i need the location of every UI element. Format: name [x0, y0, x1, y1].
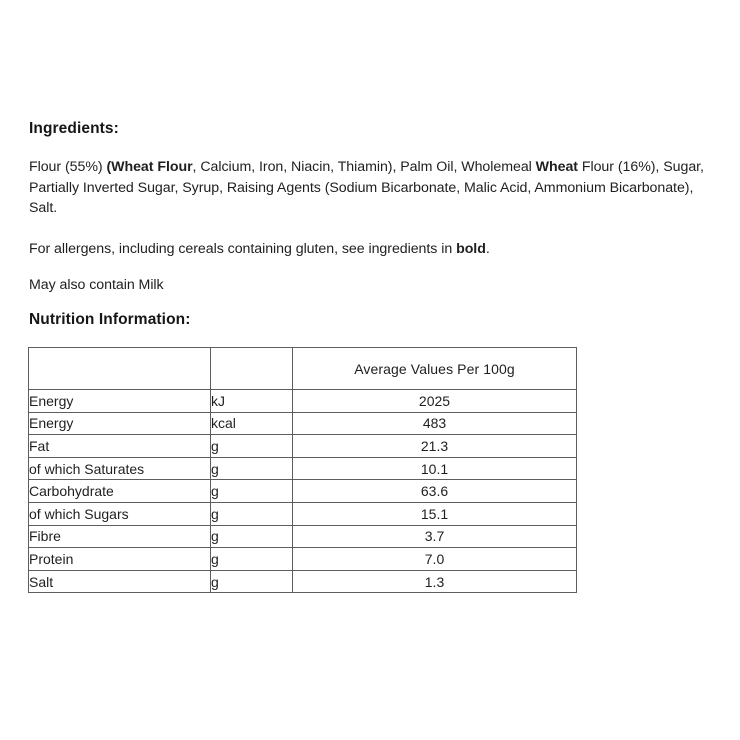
- row-unit: g: [211, 548, 293, 571]
- allergen-note-prefix: For allergens, including cereals containing gluten, see ingredients in: [29, 241, 457, 257]
- ingredients-text: [29, 157, 723, 219]
- row-value: 10.1: [293, 457, 577, 480]
- row-unit: g: [211, 502, 293, 525]
- row-unit: g: [211, 480, 293, 503]
- row-nutrient: Energy: [29, 390, 211, 413]
- table-row: [29, 570, 577, 593]
- header-cell-average-values: Average Values Per 100g: [293, 348, 577, 390]
- row-value: 15.1: [293, 502, 577, 525]
- row-nutrient: Energy: [29, 412, 211, 435]
- table-row: [29, 525, 577, 548]
- nutrition-information-heading: Nutrition Information:: [29, 311, 191, 328]
- row-unit: g: [211, 525, 293, 548]
- row-nutrient: of which Sugars: [29, 502, 211, 525]
- may-contain-note: May also contain Milk: [29, 277, 164, 293]
- table-row: [29, 457, 577, 480]
- row-value: 63.6: [293, 480, 577, 503]
- table-row: [29, 412, 577, 435]
- allergen-note-suffix: .: [485, 241, 490, 257]
- ingredients-segment-1: (Wheat Flour: [106, 159, 193, 175]
- header-cell-unit: [211, 348, 293, 390]
- row-nutrient: Salt: [29, 570, 211, 593]
- row-nutrient: Fibre: [29, 525, 211, 548]
- table-row: [29, 548, 577, 571]
- ingredients-segment-2: , Calcium, Iron, Niacin, Thiamin), Palm Oil, Wholemeal: [192, 159, 536, 175]
- row-unit: kcal: [211, 412, 293, 435]
- ingredients-segment-4: Flour (16%), Sugar, Partially Inverted Sugar, Syrup, Raising Agents (Sodium Bicarbonate, Malic Acid, Ammonium Bicarbonate), Salt.: [29, 159, 704, 216]
- ingredients-heading: Ingredients:: [29, 120, 119, 137]
- nutrition-table-head: [29, 348, 577, 390]
- row-value: 7.0: [293, 548, 577, 571]
- row-unit: kJ: [211, 390, 293, 413]
- table-header-row: [29, 348, 577, 390]
- row-value: 483: [293, 412, 577, 435]
- row-nutrient: Fat: [29, 435, 211, 458]
- ingredients-segment-0: Flour (55%): [29, 159, 107, 175]
- row-nutrient: Protein: [29, 548, 211, 571]
- nutrition-table: [28, 347, 577, 593]
- row-value: 2025: [293, 390, 577, 413]
- table-row: [29, 390, 577, 413]
- row-value: 1.3: [293, 570, 577, 593]
- row-value: 21.3: [293, 435, 577, 458]
- row-unit: g: [211, 570, 293, 593]
- ingredients-segment-3: Wheat: [535, 159, 578, 175]
- row-unit: g: [211, 435, 293, 458]
- nutrition-table-body: [29, 390, 577, 593]
- table-row: [29, 502, 577, 525]
- table-row: [29, 435, 577, 458]
- row-value: 3.7: [293, 525, 577, 548]
- table-row: [29, 480, 577, 503]
- header-cell-nutrient: [29, 348, 211, 390]
- row-nutrient: of which Saturates: [29, 457, 211, 480]
- row-nutrient: Carbohydrate: [29, 480, 211, 503]
- allergen-note: [29, 239, 719, 260]
- allergen-note-bold-word: bold: [456, 241, 486, 257]
- row-unit: g: [211, 457, 293, 480]
